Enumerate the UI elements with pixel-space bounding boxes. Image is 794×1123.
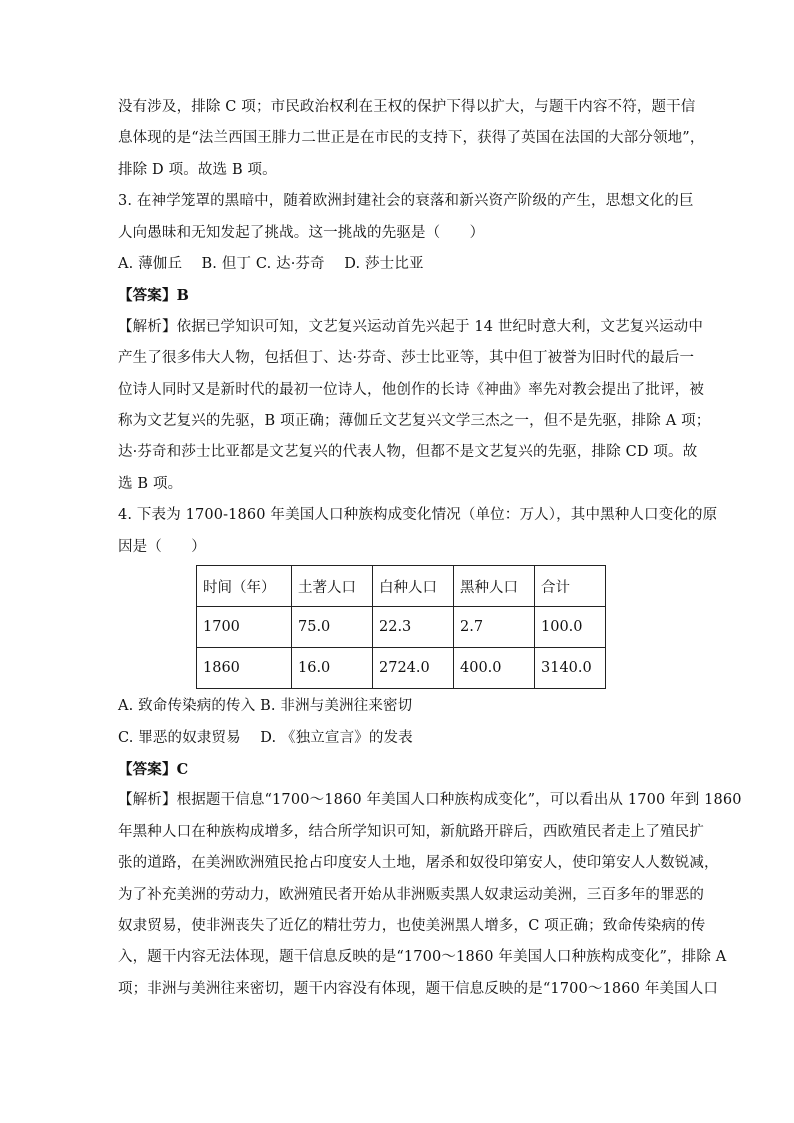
question-4-stem: 4. 下表为 1700-1860 年美国人口种族构成变化情况（单位：万人），其中黑种人口变化的原 bbox=[118, 507, 718, 524]
question-3 bbox=[118, 186, 711, 500]
table-header-row bbox=[197, 566, 606, 607]
question-4-options: A. 致命传染病的传入 B. 非洲与美洲往来密切 bbox=[118, 698, 413, 715]
text-line: 排除 D 项。故选 B 项。 bbox=[118, 161, 277, 178]
table-cell: 22.3 bbox=[373, 607, 454, 648]
table-cell: 100.0 bbox=[535, 607, 606, 648]
question-3-options: A. 薄伽丘 B. 但丁 C. 达·芬奇 D. 莎士比亚 bbox=[118, 256, 424, 273]
table-cell: 3140.0 bbox=[535, 648, 606, 689]
question-4-analysis: 【解析】根据题干信息“1700～1860 年美国人口种族构成变化”，可以看出从 1700 年到 1860 bbox=[118, 792, 742, 809]
table-header-cell: 白种人口 bbox=[373, 566, 454, 607]
document-page bbox=[118, 92, 742, 1005]
question-4-answer: 【答案】C bbox=[118, 760, 189, 778]
question-3-answer: 【答案】B bbox=[118, 287, 190, 305]
table-cell: 16.0 bbox=[292, 648, 373, 689]
question-3-stem: 3. 在神学笼罩的黑暗中，随着欧洲封建社会的衰落和新兴资产阶级的产生，思想文化的巨 bbox=[118, 193, 694, 210]
question-4-analysis: 为了补充美洲的劳动力，欧洲殖民者开始从非洲贩卖黑人奴隶运动美洲，三百多年的罪恶的 bbox=[118, 886, 704, 903]
question-4-stem: 因是（ ） bbox=[118, 538, 206, 555]
paragraph-q2-analysis-end bbox=[118, 92, 705, 186]
question-3-analysis: 产生了很多伟大人物，包括但丁、达·芬奇、莎士比亚等，其中但丁被誉为旧时代的最后一 bbox=[118, 350, 695, 367]
table-cell: 1860 bbox=[197, 648, 292, 689]
question-4-analysis: 入，题干内容无法体现，题干信息反映的是“1700～1860 年美国人口种族构成变化”，排除 A bbox=[118, 949, 727, 966]
question-3-stem: 人向愚昧和无知发起了挑战。这一挑战的先驱是（ ） bbox=[118, 224, 485, 241]
question-4-analysis: 奴隶贸易，使非洲丧失了近亿的精壮劳力，也使美洲黑人增多，C 项正确；致命传染病的传 bbox=[118, 917, 706, 934]
text-line: 没有涉及，排除 C 项；市民政治权利在王权的保护下得以扩大，与题干内容不符，题干信 bbox=[118, 99, 696, 115]
text-line: 息体现的是“法兰西国王腓力二世正是在市民的支持下，获得了英国在法国的大部分领地”， bbox=[118, 130, 705, 147]
question-3-analysis: 选 B 项。 bbox=[118, 475, 183, 492]
table-cell: 2.7 bbox=[454, 607, 535, 648]
question-4-analysis: 张的道路，在美洲欧洲殖民抢占印度安人土地，屠杀和奴役印第安人，使印第安人人数锐减， bbox=[118, 855, 719, 872]
question-4-analysis: 项；非洲与美洲往来密切，题干内容没有体现，题干信息反映的是“1700～1860 年美国人口 bbox=[118, 980, 719, 997]
question-4 bbox=[118, 500, 742, 1005]
question-3-analysis: 称为文艺复兴的先驱，B 项正确；薄伽丘文艺复兴文学三杰之一，但不是先驱，排除 A 项； bbox=[118, 413, 711, 430]
table-header-cell: 土著人口 bbox=[292, 566, 373, 607]
table-row bbox=[197, 607, 606, 648]
question-4-options: C. 罪恶的奴隶贸易 D. 《独立宣言》的发表 bbox=[118, 729, 413, 746]
table-header-cell: 合计 bbox=[535, 566, 606, 607]
question-3-analysis: 【解析】依据已学知识可知，文艺复兴运动首先兴起于 14 世纪时意大利，文艺复兴运动中 bbox=[118, 318, 703, 335]
population-table bbox=[196, 565, 606, 689]
table-cell: 400.0 bbox=[454, 648, 535, 689]
question-4-analysis: 年黑种人口在种族构成增多，结合所学知识可知，新航路开辟后，西欧殖民者走上了殖民扩 bbox=[118, 823, 704, 840]
table-header-cell: 黑种人口 bbox=[454, 566, 535, 607]
table-row bbox=[197, 648, 606, 689]
table-cell: 2724.0 bbox=[373, 648, 454, 689]
table-header-cell: 时间（年） bbox=[197, 566, 292, 607]
question-3-analysis: 位诗人同时又是新时代的最初一位诗人，他创作的长诗《神曲》率先对教会提出了批评，被 bbox=[118, 381, 704, 398]
table-cell: 1700 bbox=[197, 607, 292, 648]
table-cell: 75.0 bbox=[292, 607, 373, 648]
question-3-analysis: 达·芬奇和莎士比亚都是文艺复兴的代表人物，但都不是文艺复兴的先驱，排除 CD 项。故 bbox=[118, 444, 698, 461]
